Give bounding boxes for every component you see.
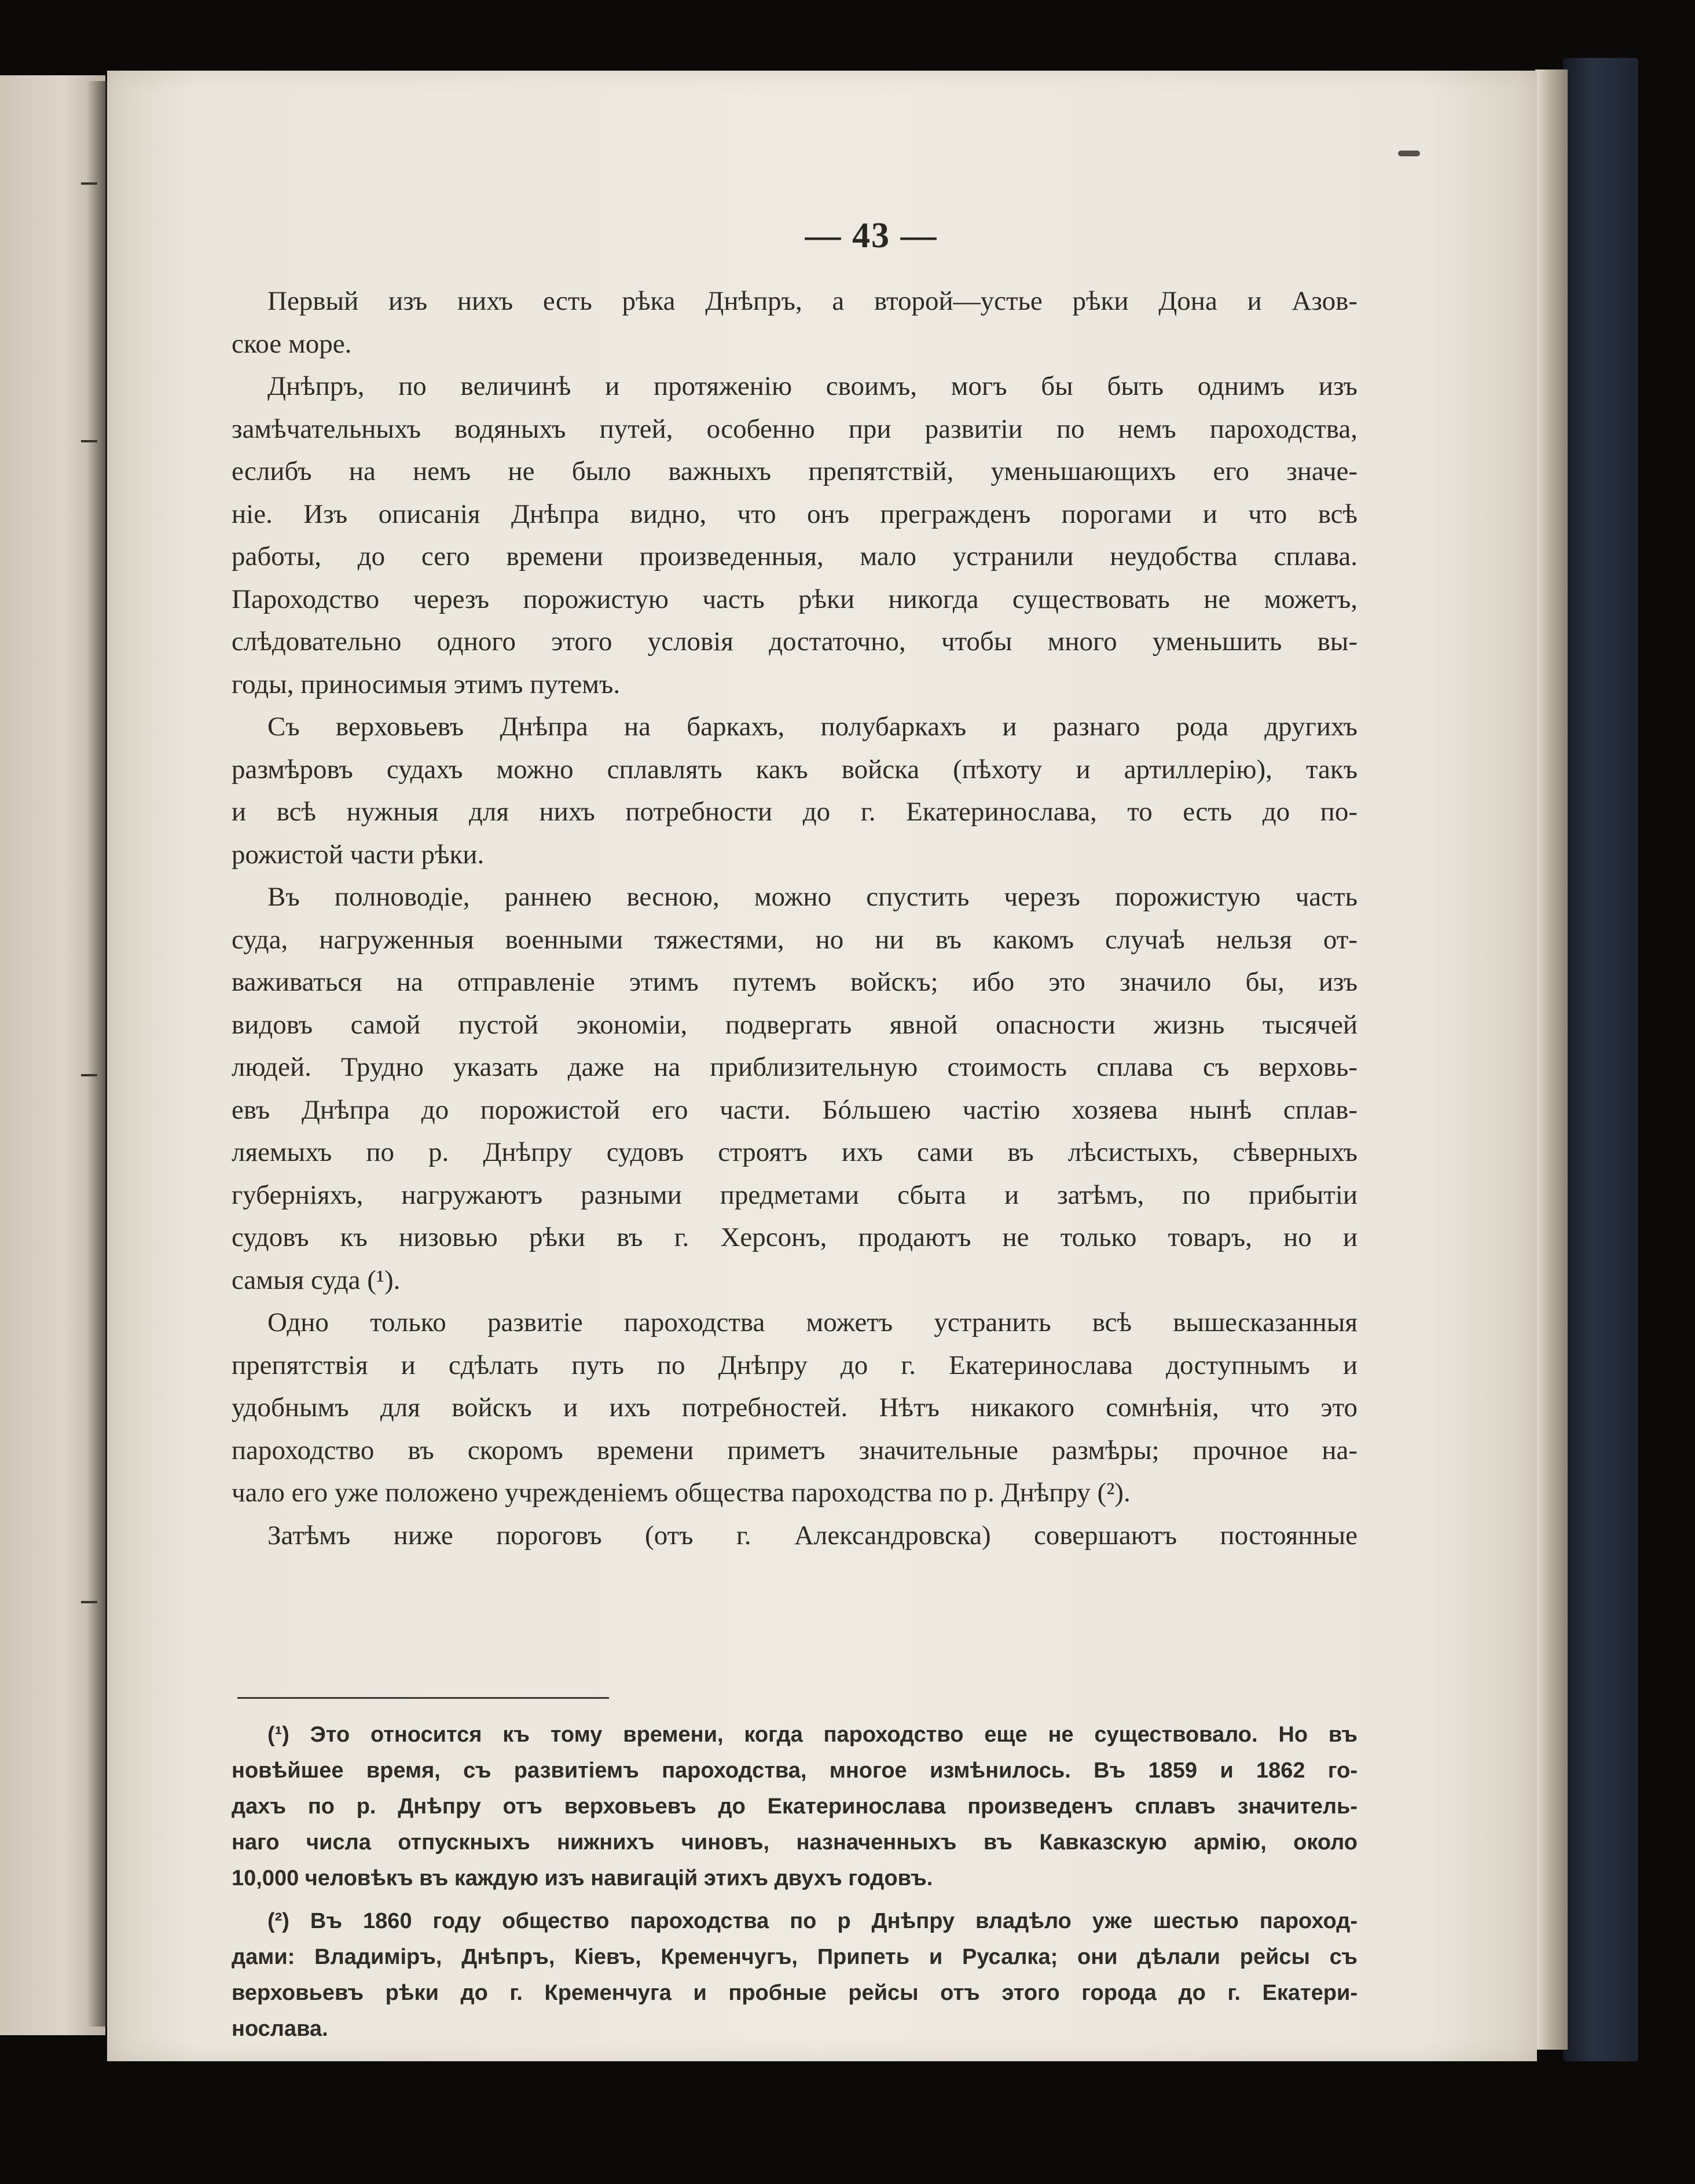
footnote-line: (²) Въ 1860 году общество пароходства по р Днѣпру владѣло уже шестью пароход- [267,1909,1358,1933]
page-number: — 43 — [805,216,938,255]
text-line: и всѣ нужныя для нихъ потребности до г. Екатеринослава, то есть до по- [232,797,1358,827]
text-line: ніе. Изъ описанія Днѣпра видно, что онъ прегражденъ порогами и что всѣ [232,499,1358,529]
text-line: замѣчательныхъ водяныхъ путей, особенно при развитіи по немъ пароходства, [232,413,1358,444]
text-line: судовъ къ низовью рѣки въ г. Херсонъ, продаютъ не только товаръ, но и [232,1222,1358,1252]
text-line: важиваться на отправленіе этимъ путемъ войскъ; ибо это значило бы, изъ [232,967,1358,997]
text-line: размѣровъ судахъ можно сплавлять какъ войска (пѣхоту и артиллерію), такъ [232,754,1358,785]
text-line: суда, нагруженныя военными тяжестями, но ни въ какомъ случаѣ нельзя от- [232,924,1358,955]
text-line: слѣдовательно одного этого условія достаточно, чтобы много уменьшить вы- [232,626,1358,657]
footnote-line: нослава. [232,2017,328,2041]
left-page-mark [81,1074,97,1076]
text-line: пароходство въ скоромъ времени приметъ значительные размѣры; прочное на- [232,1435,1358,1465]
footnote-line: новѣйшее время, съ развитіемъ пароходства, многое измѣнилось. Въ 1859 и 1862 го- [232,1758,1358,1783]
footnote-line: дами: Владиміръ, Днѣпръ, Кіевъ, Кременчугъ, Припеть и Русалка; они дѣлали рейсы съ [232,1945,1358,1969]
footnote-line: наго числа отпускныхъ нижнихъ чиновъ, назначенныхъ въ Кавказскую армію, около [232,1830,1358,1855]
footnote-line: верховьевъ рѣки до г. Кременчуга и пробные рейсы отъ этого города до г. Екатери- [232,1981,1358,2005]
text-line: годы, приносимыя этимъ путемъ. [232,669,621,699]
text-line: Въ полноводіе, раннею весною, можно спустить черезъ порожистую часть [267,882,1358,912]
text-line: самыя суда (¹). [232,1265,401,1295]
page-stack-edge [1535,69,1568,2050]
book-page [107,71,1537,2061]
left-page-mark [81,182,97,185]
text-line: препятствія и сдѣлать путь по Днѣпру до г. Екатеринослава доступнымъ и [232,1350,1358,1380]
footnote-line: дахъ по р. Днѣпру отъ верховьевъ до Екатеринослава произведенъ сплавъ значитель- [232,1794,1358,1819]
text-line: рожистой части рѣки. [232,839,485,870]
text-line: Съ верховьевъ Днѣпра на баркахъ, полубаркахъ и разнаго рода другихъ [267,712,1358,742]
text-line: чало его уже положено учрежденіемъ общества пароходства по р. Днѣпру (²). [232,1478,1131,1508]
footnote-rule [237,1697,609,1699]
footnote-line: 10,000 человѣкъ въ каждую изъ навигацій этихъ двухъ годовъ. [232,1866,933,1890]
ink-blot [1398,151,1420,156]
text-line: губерніяхъ, нагружаютъ разными предметами сбыта и затѣмъ, по прибытіи [232,1179,1358,1210]
text-line: еслибъ на немъ не было важныхъ препятствій, уменьшающихъ его значе- [232,456,1358,486]
gutter-shadow [87,81,110,2027]
footnotes [232,1717,1358,2047]
text-line: ское море. [232,328,352,359]
left-page-mark [81,1601,97,1603]
text-line: работы, до сего времени произведенныя, мало устранили неудобства сплава. [232,541,1358,571]
text-line: Одно только развитіе пароходства можетъ устранить всѣ вышесказанныя [267,1307,1358,1337]
text-line: Днѣпръ, по величинѣ и протяженію своимъ, могъ бы быть однимъ изъ [267,371,1358,401]
text-line: Первый изъ нихъ есть рѣка Днѣпръ, а второй—устье рѣки Дона и Азов- [267,286,1358,316]
text-line: Пароходство черезъ порожистую часть рѣки никогда существовать не можетъ, [232,584,1358,614]
book-cover-edge [1563,58,1638,2061]
left-page-mark [81,440,97,442]
footnote-line: (¹) Это относится къ тому времени, когда пароходство еще не существовало. Но въ [267,1723,1358,1747]
text-line: удобнымъ для войскъ и ихъ потребностей. Нѣтъ никакого сомнѣнія, что это [232,1393,1358,1423]
text-line: Затѣмъ ниже пороговъ (отъ г. Александровска) совершаютъ постоянные [267,1520,1358,1551]
text-line: евъ Днѣпра до порожистой его части. Бóльшею частію хозяева нынѣ сплав- [232,1094,1358,1125]
text-line: ляемыхъ по р. Днѣпру судовъ строятъ ихъ сами въ лѣсистыхъ, сѣверныхъ [232,1137,1358,1167]
text-line: людей. Трудно указать даже на приблизительную стоимость сплава съ верховь- [232,1052,1358,1082]
text-line: видовъ самой пустой экономіи, подвергать явной опасности жизнь тысячей [232,1009,1358,1040]
body-text [232,280,1358,1557]
